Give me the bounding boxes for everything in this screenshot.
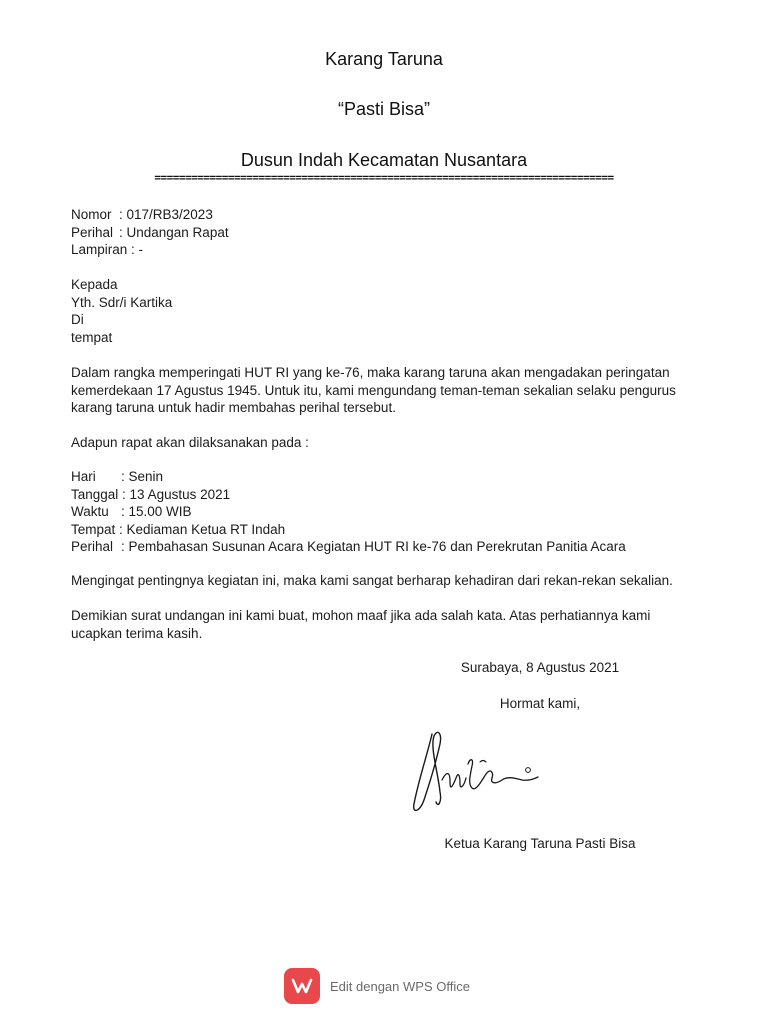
meta-value: : 017/RB3/2023: [119, 207, 213, 222]
detail-row-waktu: [71, 503, 711, 521]
header-separator: ===========================================================================: [154, 171, 614, 184]
wps-edit-badge[interactable]: [284, 968, 470, 1004]
organization-address: Dusun Indah Kecamatan Nusantara: [240, 150, 528, 170]
detail-label: Tanggal: [71, 486, 119, 502]
detail-row-tanggal: [71, 486, 711, 504]
place-date: Surabaya, 8 Agustus 2021: [460, 660, 620, 675]
recipient-block: [71, 276, 711, 346]
body-paragraph-closing: Demikian surat undangan ini kami buat, mohon maaf jika ada salah kata. Atas perhatiannya kami ucapkan terima kasih.: [71, 608, 651, 641]
wps-logo-icon: [284, 968, 320, 1004]
wps-edit-label[interactable]: Edit dengan WPS Office: [330, 978, 470, 994]
meta-value: : Undangan Rapat: [119, 224, 229, 240]
meta-row-lampiran: [71, 241, 711, 259]
detail-row-perihal: [71, 538, 711, 556]
detail-value: : 13 Agustus 2021: [118, 486, 231, 502]
organization-name: Karang Taruna: [325, 49, 443, 69]
detail-label: Hari: [71, 469, 96, 484]
letter-meta: [71, 206, 711, 259]
detail-value: : Kediaman Ketua RT Indah: [115, 521, 286, 537]
recipient-line: Kepada: [71, 277, 118, 292]
organization-motto: “Pasti Bisa”: [337, 99, 431, 119]
recipient-line: tempat: [71, 329, 113, 345]
body-paragraph-schedule-intro: Adapun rapat akan dilaksanakan pada :: [71, 435, 309, 450]
detail-value: : Pembahasan Susunan Acara Kegiatan HUT RI ke-76 dan Perekrutan Panitia Acara: [121, 539, 626, 554]
recipient-line: Yth. Sdr/i Kartika: [71, 294, 173, 310]
detail-row-hari: [71, 468, 711, 486]
detail-label: Perihal: [71, 539, 114, 554]
handwritten-signature: [410, 722, 550, 817]
wps-w-icon: [291, 977, 313, 995]
closing-salutation: Hormat kami,: [499, 696, 581, 711]
detail-value: : Senin: [121, 469, 164, 484]
meta-row-perihal: [71, 224, 711, 242]
meta-row-nomor: [71, 206, 711, 224]
detail-row-tempat: [71, 521, 711, 539]
meeting-details: [71, 468, 711, 556]
detail-label: Waktu: [71, 504, 109, 519]
detail-value: : 15.00 WIB: [121, 504, 192, 519]
meta-label: Nomor: [71, 207, 112, 222]
meta-value: : -: [127, 242, 144, 257]
body-paragraph-hope: Mengingat pentingnya kegiatan ini, maka kami sangat berharap kehadiran dari rekan-rekan sekalian.: [71, 573, 673, 588]
body-paragraph-intro: Dalam rangka memperingati HUT RI yang ke-76, maka karang taruna akan mengadakan peringatan kemerdekaan 17 Agustus 1945. Untuk itu, kami mengundang teman-teman sekalian selaku pengurus karang taruna untuk hadir membahas perihal tersebut.: [71, 365, 676, 415]
meta-label: Lampiran: [71, 242, 128, 257]
signer-title: Ketua Karang Taruna Pasti Bisa: [444, 836, 636, 851]
recipient-line: Di: [71, 312, 84, 327]
detail-label: Tempat: [71, 521, 116, 537]
meta-label: Perihal: [71, 224, 114, 240]
